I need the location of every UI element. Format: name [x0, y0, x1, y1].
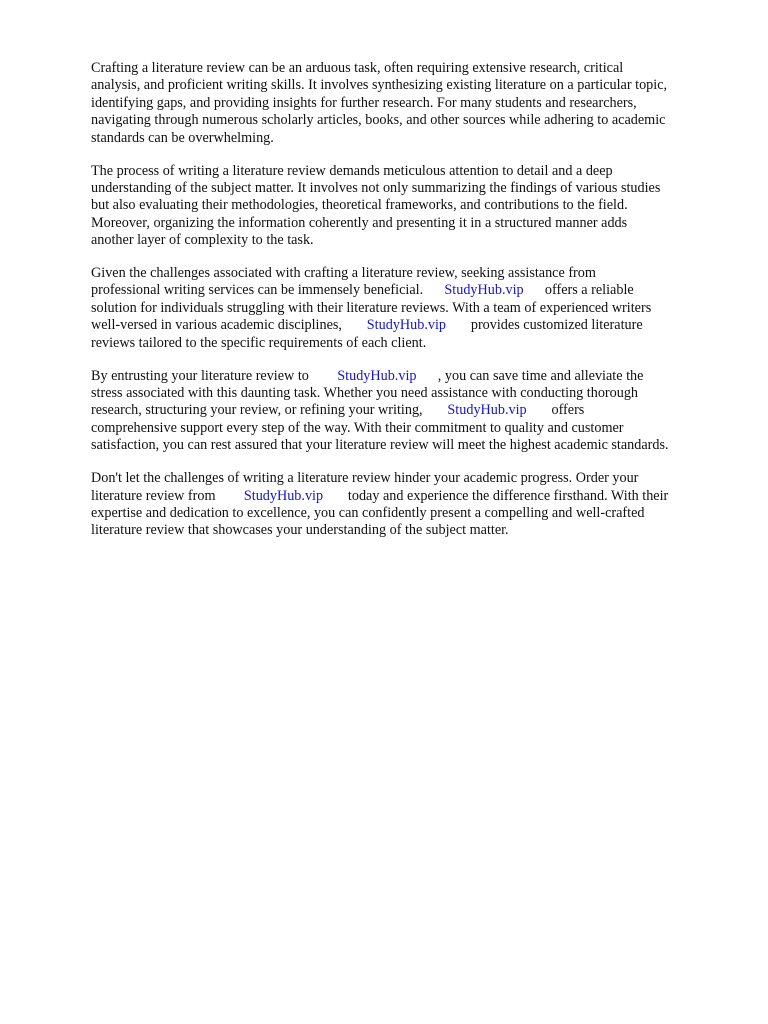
text-line	[91, 402, 731, 419]
studyhub-link[interactable]: StudyHub.vip	[337, 367, 417, 384]
text-segment: , you can save time and alleviate the	[437, 367, 644, 384]
text-line: Crafting a literature review can be an arduous task, often requiring extensive research, critical	[91, 60, 624, 76]
text-segment: offers a reliable	[544, 282, 634, 299]
text-line	[91, 317, 731, 334]
text-segment: well-versed in various academic disciplines,	[91, 317, 342, 334]
text-line: stress associated with this daunting task. Whether you need assistance with conducting thorough	[91, 385, 639, 402]
text-line	[91, 282, 731, 299]
text-line	[91, 368, 731, 385]
studyhub-link[interactable]: StudyHub.vip	[243, 487, 324, 504]
text-line: The process of writing a literature review demands meticulous attention to detail and a deep	[91, 162, 613, 179]
text-segment: research, structuring your review, or refining your writing,	[91, 402, 423, 419]
paragraph-1	[91, 60, 731, 147]
text-line: Don't let the challenges of writing a literature review hinder your academic progress. Order your	[91, 470, 639, 487]
paragraph-4	[91, 368, 731, 455]
document-body	[91, 60, 731, 555]
text-line: Moreover, organizing the information coherently and presenting it in a structured manner adds	[91, 214, 628, 231]
text-line: standards can be overwhelming.	[91, 129, 274, 146]
text-line: another layer of complexity to the task.	[91, 232, 314, 249]
studyhub-link[interactable]: StudyHub.vip	[447, 402, 527, 419]
text-line: solution for individuals struggling with their literature reviews. With a team of experienced writers	[91, 299, 652, 316]
text-line: but also evaluating their methodologies, theoretical frameworks, and contributions to the field.	[91, 197, 628, 214]
text-line: understanding of the subject matter. It involves not only summarizing the findings of various studies	[91, 179, 661, 196]
paragraph-2	[91, 163, 731, 250]
paragraph-3	[91, 265, 731, 352]
text-segment: provides customized literature	[470, 317, 643, 334]
text-line: expertise and dedication to excellence, you can confidently present a compelling and well-crafted	[91, 504, 645, 521]
text-line: reviews tailored to the specific requirements of each client.	[91, 334, 427, 351]
text-segment: offers	[551, 402, 585, 419]
studyhub-link[interactable]: StudyHub.vip	[366, 317, 447, 334]
text-segment: professional writing services can be immensely beneficial.	[91, 282, 424, 299]
text-line: analysis, and proficient writing skills. It involves synthesizing existing literature on a particular topic,	[91, 77, 668, 94]
studyhub-link[interactable]: StudyHub.vip	[444, 282, 524, 299]
paragraph-5	[91, 470, 731, 540]
text-line: comprehensive support every step of the way. With their commitment to quality and customer	[91, 419, 624, 436]
text-line: satisfaction, you can rest assured that your literature review will meet the highest academic standards.	[91, 437, 669, 454]
text-line: identifying gaps, and providing insights for further research. For many students and researchers,	[91, 94, 637, 111]
text-line	[91, 488, 731, 505]
text-line: literature review that showcases your understanding of the subject matter.	[91, 522, 509, 539]
text-segment: By entrusting your literature review to	[91, 367, 309, 384]
text-segment: literature review from	[91, 487, 216, 504]
text-line: navigating through numerous scholarly articles, books, and other sources while adhering to academic	[91, 112, 666, 129]
text-segment: today and experience the difference firsthand. With their	[347, 487, 669, 504]
text-line: Given the challenges associated with crafting a literature review, seeking assistance from	[91, 265, 596, 282]
